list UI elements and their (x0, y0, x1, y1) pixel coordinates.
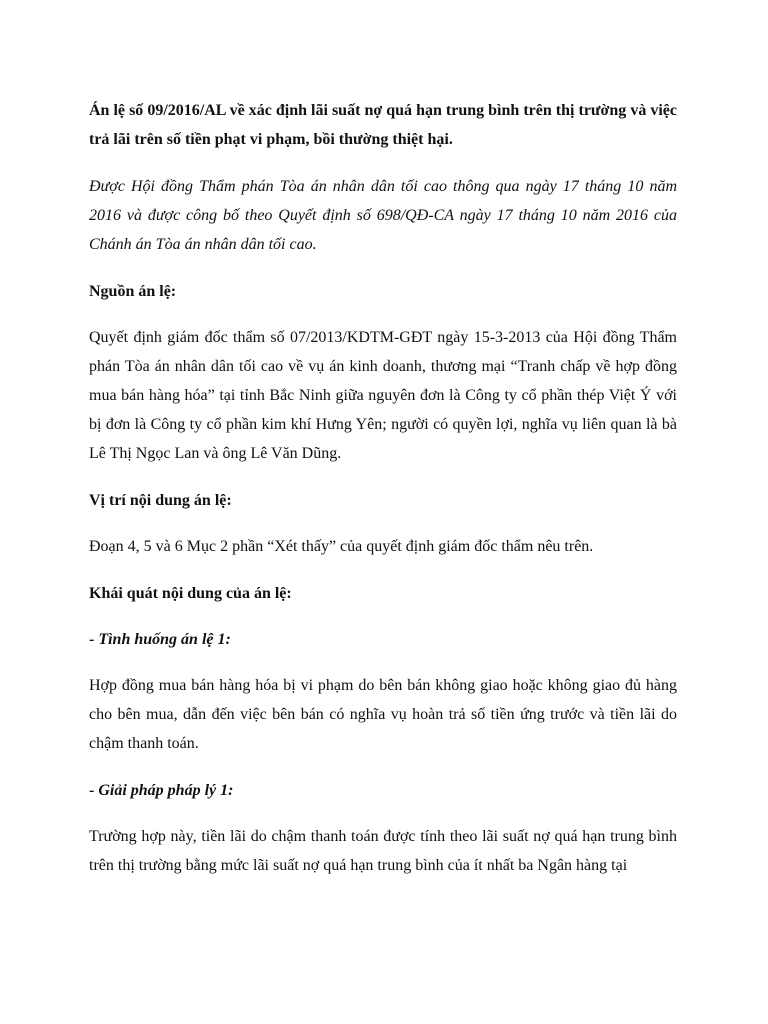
document-body (89, 96, 677, 898)
source-paragraph: Quyết định giám đốc thẩm số 07/2013/KDTM-GĐT ngày 15-3-2013 của Hội đồng Thẩm phán Tòa án nhân dân tối cao về vụ án kinh doanh, thương mại “Tranh chấp về hợp đồng mua bán hàng hóa” tại tỉnh Bắc Ninh giữa nguyên đơn là Công ty cổ phần thép Việt Ý với bị đơn là Công ty cổ phần kim khí Hưng Yên; người có quyền lợi, nghĩa vụ liên quan là bà Lê Thị Ngọc Lan và ông Lê Văn Dũng. (89, 329, 677, 462)
solution-paragraph: Trường hợp này, tiền lãi do chậm thanh toán được tính theo lãi suất nợ quá hạn trung bình trên thị trường bằng mức lãi suất nợ quá hạn trung bình của ít nhất ba Ngân hàng tại (89, 828, 677, 874)
source-heading: Nguồn án lệ: (89, 283, 177, 300)
solution-heading (89, 776, 677, 805)
document-title: Án lệ số 09/2016/AL về xác định lãi suất nợ quá hạn trung bình trên thị trường và việc trả lãi trên số tiền phạt vi phạm, bồi thường thiệt hại. (89, 102, 677, 148)
solution-label: Giải pháp pháp lý 1: (98, 782, 234, 799)
situation-heading (89, 625, 677, 654)
solution-prefix: - (89, 782, 99, 799)
position-paragraph: Đoạn 4, 5 và 6 Mục 2 phần “Xét thấy” của quyết định giám đốc thẩm nêu trên. (89, 538, 594, 555)
situation-prefix: - (89, 631, 99, 648)
adoption-note: Được Hội đồng Thẩm phán Tòa án nhân dân tối cao thông qua ngày 17 tháng 10 năm 2016 và được công bố theo Quyết định số 698/QĐ-CA ngày 17 tháng 10 năm 2016 của Chánh án Tòa án nhân dân tối cao. (89, 178, 677, 253)
summary-heading: Khái quát nội dung của án lệ: (89, 585, 292, 602)
situation-paragraph: Hợp đồng mua bán hàng hóa bị vi phạm do bên bán không giao hoặc không giao đủ hàng cho bên mua, dẫn đến việc bên bán có nghĩa vụ hoàn trả số tiền ứng trước và tiền lãi do chậm thanh toán. (89, 677, 677, 752)
position-heading: Vị trí nội dung án lệ: (89, 492, 232, 509)
situation-label: Tình huống án lệ 1: (98, 631, 231, 648)
